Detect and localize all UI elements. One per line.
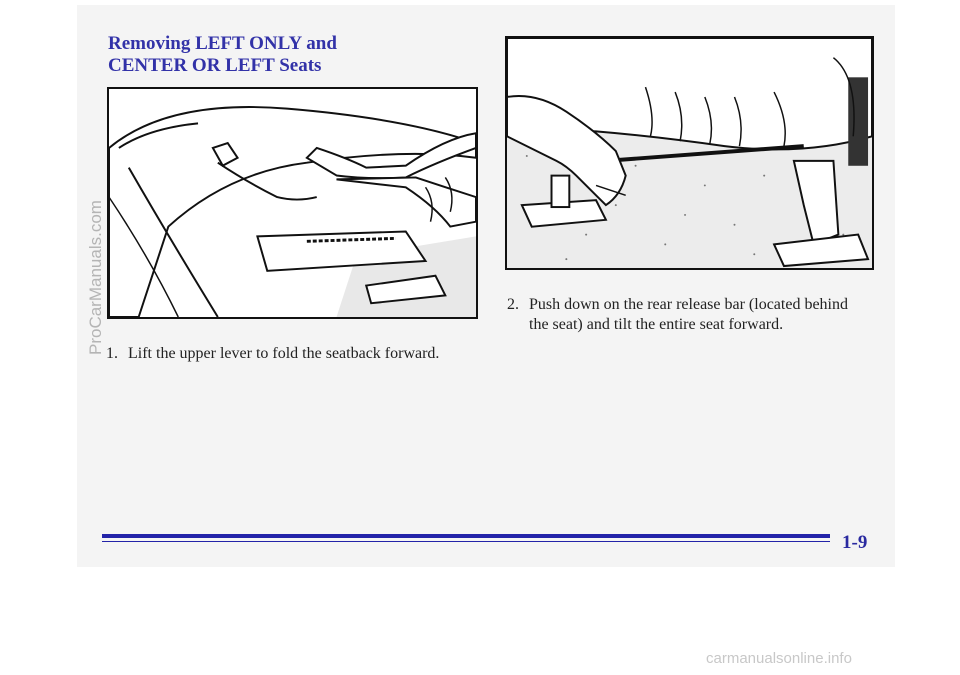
footer-rule-thin [102, 541, 830, 542]
figure-seatback-lever [107, 87, 478, 319]
section-heading [108, 33, 337, 77]
step-2-text-line-2: the seat) and tilt the entire seat forward. [529, 316, 784, 333]
heading-line-1: Removing LEFT ONLY and [108, 33, 337, 54]
step-2-number: 2. [507, 296, 519, 313]
step-2-text-line-1: Push down on the rear release bar (located behind [529, 296, 848, 313]
heading-line-2: CENTER OR LEFT Seats [108, 55, 322, 76]
watermark-carmanualsonline: carmanualsonline.info [706, 650, 852, 667]
watermark-procarmanuals: ProCarManuals.com [86, 200, 105, 355]
step-1 [106, 344, 486, 364]
step-1-text: Lift the upper lever to fold the seatback forward. [128, 345, 440, 362]
page-number: 1-9 [842, 532, 868, 553]
footer-rule-thick [102, 534, 830, 538]
step-2 [507, 295, 877, 335]
step-1-number: 1. [106, 345, 118, 362]
figure-rear-release-bar [505, 36, 874, 270]
